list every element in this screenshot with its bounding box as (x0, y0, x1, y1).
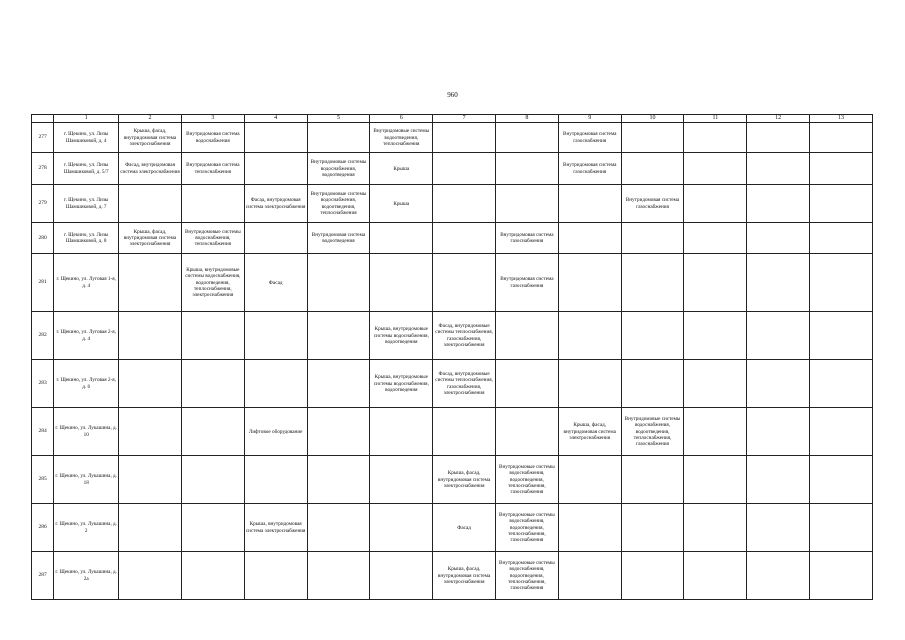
work-cell (307, 312, 370, 360)
address-cell: г. Щекино, ул. Лизы Шамшиковой, д. 4 (54, 123, 119, 153)
column-header: 8 (496, 115, 559, 123)
work-cell (244, 312, 307, 360)
work-cell (119, 456, 182, 504)
work-cell (558, 504, 621, 552)
work-cell: Крыша (370, 153, 433, 185)
work-cell: Фасад (244, 254, 307, 312)
work-cell (181, 552, 244, 600)
work-cell (558, 552, 621, 600)
work-cell: Внутридомовые системы водоотведения, теплоснабжения (370, 123, 433, 153)
address-cell: г. Щекино, ул. Лукашина, д. 10 (54, 408, 119, 456)
work-cell (747, 153, 810, 185)
work-cell (307, 254, 370, 312)
work-cell (244, 552, 307, 600)
row-number: 285 (32, 456, 54, 504)
work-cell: Фасад, внутридомовая система электроснабжения (244, 185, 307, 223)
table-row (32, 123, 873, 153)
work-cell (244, 360, 307, 408)
row-number: 284 (32, 408, 54, 456)
work-cell (181, 408, 244, 456)
column-header: 1 (54, 115, 119, 123)
work-cell (747, 456, 810, 504)
work-cell (684, 254, 747, 312)
work-cell (119, 504, 182, 552)
address-cell: г. Щекино, ул. Лукашина, д. 2 (54, 504, 119, 552)
work-cell: Крыша, внутридомовые системы водоснабжения, водоотведения (370, 312, 433, 360)
work-cell (433, 223, 496, 254)
address-cell: г. Щекино, ул. Луговая 2-я, д. 6 (54, 360, 119, 408)
address-cell: г. Щекино, ул. Лукашина, д. 2а (54, 552, 119, 600)
work-cell (181, 185, 244, 223)
work-cell (684, 153, 747, 185)
work-cell: Внутридомовая система газоснабжения (496, 223, 559, 254)
work-cell (496, 153, 559, 185)
work-cell (558, 185, 621, 223)
work-cell (119, 552, 182, 600)
work-cell (119, 185, 182, 223)
work-cell (119, 360, 182, 408)
work-cell (181, 312, 244, 360)
work-cell: Внутридомовые системы водоснабжения, водоотведения, теплоснабжения, газоснабжения (496, 552, 559, 600)
work-cell (558, 360, 621, 408)
work-cell (684, 123, 747, 153)
work-cell (244, 123, 307, 153)
table-row (32, 552, 873, 600)
address-cell: г. Щекино, ул. Луговая 2-я, д. 4 (54, 312, 119, 360)
capital-repair-table (31, 114, 873, 600)
column-header: 2 (119, 115, 182, 123)
work-cell: Лифтовое оборудование (244, 408, 307, 456)
work-cell (747, 360, 810, 408)
row-number: 277 (32, 123, 54, 153)
work-cell: Внутридомовая система газоснабжения (496, 254, 559, 312)
column-header: 6 (370, 115, 433, 123)
work-cell: Внутридомовая система газоснабжения (558, 123, 621, 153)
work-cell (747, 312, 810, 360)
address-cell: г. Щекино, ул. Лизы Шамшиковой, д. 7 (54, 185, 119, 223)
work-cell (307, 456, 370, 504)
work-cell: Крыша, внутридомовая система электроснабжения (244, 504, 307, 552)
header-row (32, 115, 873, 123)
work-cell: Фасад (433, 504, 496, 552)
header-cell-blank (32, 115, 54, 123)
work-cell (747, 254, 810, 312)
work-cell (684, 504, 747, 552)
work-cell (307, 552, 370, 600)
work-cell: Внутридомовые системы водоснабжения, водоотведения, теплоснабжения (307, 185, 370, 223)
work-cell (810, 312, 873, 360)
work-cell (747, 185, 810, 223)
work-cell (433, 153, 496, 185)
work-cell (747, 552, 810, 600)
table-row (32, 312, 873, 360)
work-cell: Крыша, фасад, внутридомовая система электроснабжения (119, 223, 182, 254)
work-cell (810, 153, 873, 185)
column-header: 10 (621, 115, 684, 123)
work-cell (370, 408, 433, 456)
work-cell (684, 312, 747, 360)
work-cell: Внутридомовые системы водоснабжения, водоотведения, теплоснабжения, газоснабжения (621, 408, 684, 456)
work-cell (684, 456, 747, 504)
work-cell: Крыша, фасад, внутридомовая система электроснабжения (119, 123, 182, 153)
row-number: 283 (32, 360, 54, 408)
table-row (32, 185, 873, 223)
work-cell (747, 408, 810, 456)
work-cell: Фасад, внутридомовые системы теплоснабжения, газоснабжения, электроснабжения (433, 360, 496, 408)
work-cell (684, 408, 747, 456)
row-number: 279 (32, 185, 54, 223)
work-cell (810, 408, 873, 456)
work-cell: Внутридомовая система водоснабжения (181, 123, 244, 153)
work-cell (181, 504, 244, 552)
work-cell: Крыша, внутридомовые системы водоснабжения, водоотведения (370, 360, 433, 408)
work-cell (433, 123, 496, 153)
table-row (32, 360, 873, 408)
column-header: 13 (810, 115, 873, 123)
work-cell: Внутридомовая система теплоснабжения (181, 153, 244, 185)
row-number: 282 (32, 312, 54, 360)
work-cell (244, 456, 307, 504)
work-cell (119, 254, 182, 312)
work-cell (307, 504, 370, 552)
work-cell (810, 456, 873, 504)
work-cell: Внутридомовая система водоотведения (307, 223, 370, 254)
work-cell (621, 552, 684, 600)
work-cell (496, 123, 559, 153)
work-cell (747, 123, 810, 153)
work-cell (370, 504, 433, 552)
work-cell: Крыша, фасад, внутридомовая система электроснабжения (433, 456, 496, 504)
column-header: 11 (684, 115, 747, 123)
work-cell (433, 185, 496, 223)
work-cell (684, 360, 747, 408)
table-row (32, 504, 873, 552)
work-cell (307, 123, 370, 153)
work-cell: Внутридомовые системы водоснабжения, теплоснабжения (181, 223, 244, 254)
address-cell: г. Щекино, ул. Луговая 1-я, д. 4 (54, 254, 119, 312)
work-cell (496, 185, 559, 223)
work-cell: Внутридомовые системы водоснабжения, водоотведения (307, 153, 370, 185)
work-cell (621, 153, 684, 185)
work-cell (558, 223, 621, 254)
work-cell (558, 254, 621, 312)
work-cell (370, 552, 433, 600)
work-cell (621, 312, 684, 360)
work-cell: Внутридомовая система газоснабжения (621, 185, 684, 223)
work-cell (370, 254, 433, 312)
work-cell (307, 408, 370, 456)
work-cell (810, 552, 873, 600)
work-cell (244, 223, 307, 254)
row-number: 287 (32, 552, 54, 600)
row-number: 278 (32, 153, 54, 185)
row-number: 281 (32, 254, 54, 312)
work-cell (810, 360, 873, 408)
work-cell (496, 360, 559, 408)
work-cell: Крыша, фасад, внутридомовая система электроснабжения (558, 408, 621, 456)
work-cell (810, 254, 873, 312)
work-cell: Внутридомовые системы водоснабжения, водоотведения, теплоснабжения, газоснабжения (496, 504, 559, 552)
work-cell: Крыша, внутридомовые системы водоснабжения, водоотведения, теплоснабжения, электроснабжения (181, 254, 244, 312)
work-cell (621, 123, 684, 153)
work-cell (119, 408, 182, 456)
work-cell: Крыша (370, 185, 433, 223)
row-number: 286 (32, 504, 54, 552)
work-cell (747, 223, 810, 254)
address-cell: г. Щекино, ул. Лукашина, д. 18 (54, 456, 119, 504)
work-cell (370, 456, 433, 504)
column-header: 4 (244, 115, 307, 123)
work-cell (496, 408, 559, 456)
work-cell: Фасад, внутридомовая система электроснабжения (119, 153, 182, 185)
work-cell (370, 223, 433, 254)
work-cell (621, 360, 684, 408)
work-cell (684, 552, 747, 600)
work-cell: Внутридомовая система газоснабжения (558, 153, 621, 185)
work-cell (496, 312, 559, 360)
address-cell: г. Щекино, ул. Лизы Шамшиковой, д. 5/7 (54, 153, 119, 185)
work-cell (810, 123, 873, 153)
address-cell: г. Щекино, ул. Лизы Шамшиковой, д. 8 (54, 223, 119, 254)
work-cell (621, 456, 684, 504)
work-cell (433, 408, 496, 456)
work-cell (810, 504, 873, 552)
column-header: 12 (747, 115, 810, 123)
work-cell (747, 504, 810, 552)
work-cell: Фасад, внутридомовые системы теплоснабжения, газоснабжения, электроснабжения (433, 312, 496, 360)
table-row (32, 456, 873, 504)
table-row (32, 223, 873, 254)
table-row (32, 408, 873, 456)
table-row (32, 254, 873, 312)
column-header: 5 (307, 115, 370, 123)
table-row (32, 153, 873, 185)
work-cell (181, 456, 244, 504)
page-number: 960 (447, 91, 458, 99)
work-cell (621, 254, 684, 312)
work-cell (181, 360, 244, 408)
column-header: 7 (433, 115, 496, 123)
work-cell (621, 504, 684, 552)
work-cell (558, 312, 621, 360)
work-cell (244, 153, 307, 185)
work-cell (119, 312, 182, 360)
work-cell (307, 360, 370, 408)
work-cell (810, 185, 873, 223)
work-cell: Внутридомовые системы водоснабжения, водоотведения, теплоснабжения, газоснабжения (496, 456, 559, 504)
work-cell (684, 185, 747, 223)
work-cell: Крыша, фасад, внутридомовая система электроснабжения (433, 552, 496, 600)
work-cell (684, 223, 747, 254)
work-cell (810, 223, 873, 254)
work-cell (621, 223, 684, 254)
row-number: 280 (32, 223, 54, 254)
column-header: 3 (181, 115, 244, 123)
work-cell (433, 254, 496, 312)
column-header: 9 (558, 115, 621, 123)
work-cell (558, 456, 621, 504)
